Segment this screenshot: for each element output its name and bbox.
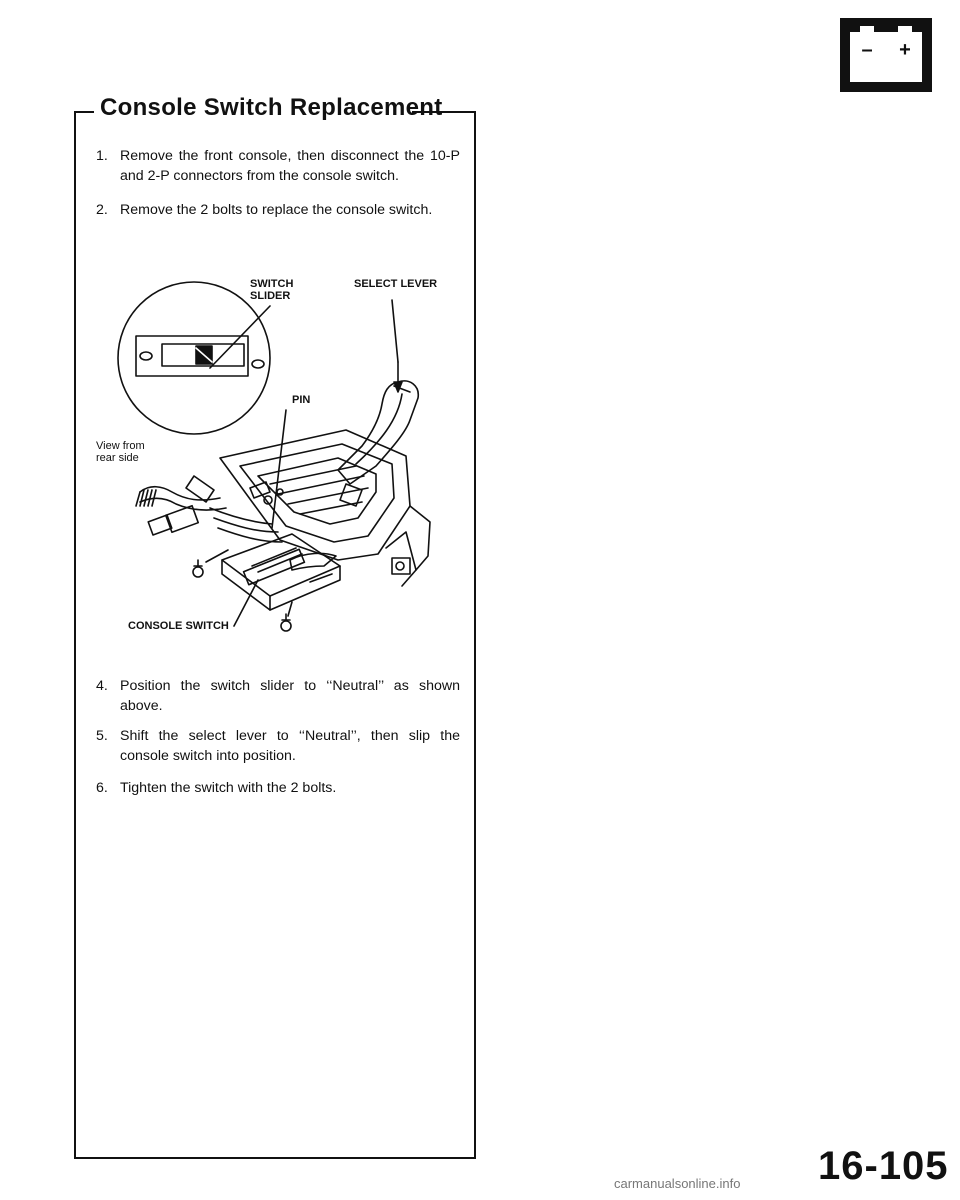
step-text: Remove the front console, then disconnect the 10-P and 2-P connectors from the console switch.: [120, 148, 460, 184]
label-select-lever: SELECT LEVER: [354, 278, 438, 290]
step-number: 6.: [96, 780, 108, 796]
label-rear-side: rear side: [96, 452, 139, 464]
label-pin: PIN: [292, 394, 311, 406]
step-text: Tighten the switch with the 2 bolts.: [120, 780, 337, 796]
step-number: 4.: [96, 678, 108, 694]
label-switch: SWITCH: [250, 278, 294, 290]
step-text: Remove the 2 bolts to replace the console switch.: [120, 202, 433, 218]
page-number: 16-105: [818, 1144, 949, 1188]
illustration-drawing: [110, 270, 470, 650]
step-text: Position the switch slider to ‘‘Neutral’’ as shown above.: [120, 678, 460, 714]
battery-plus: +: [899, 39, 911, 61]
console-switch-illustration: [96, 270, 470, 650]
footer-watermark: carmanualsonline.info: [614, 1176, 741, 1191]
step-number: 5.: [96, 728, 108, 744]
battery-minus: –: [861, 39, 873, 61]
label-console-switch: CONSOLE SWITCH: [128, 620, 229, 632]
step-number: 2.: [96, 202, 108, 218]
step-text: Shift the select lever to ‘‘Neutral’’, then slip the console switch into position.: [120, 728, 460, 764]
battery-icon: [840, 18, 932, 92]
step-number: 1.: [96, 148, 108, 164]
label-view-from: View from: [96, 440, 145, 452]
page-title: Console Switch Replacement: [100, 94, 443, 121]
label-slider: SLIDER: [250, 290, 291, 302]
